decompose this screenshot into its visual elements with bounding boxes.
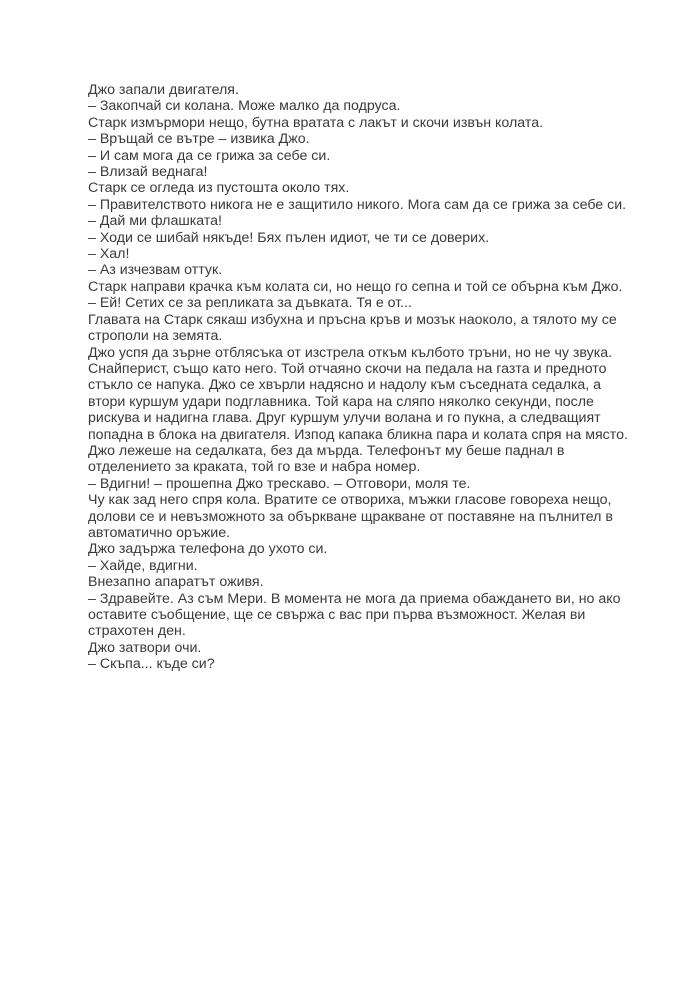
paragraph: – Хайде, вдигни. (88, 557, 198, 574)
paragraph: Старк измърмори нещо, бутна вратата с лакът и скочи извън колата. (88, 114, 544, 131)
paragraph: – Правителството никога не е защитило никого. Мога сам да се грижа за себе си. (88, 196, 627, 213)
paragraph: – Влизай веднага! (88, 164, 208, 181)
paragraph: – И сам мога да се грижа за себе си. (88, 147, 331, 164)
body-text (88, 82, 633, 673)
paragraph: Старк се огледа из пустошта около тях. (88, 180, 350, 197)
paragraph: Джо успя да зърне отблясъка от изстрела откъм кълбото тръни, но не чу звука. Снайперист, също като него. Той отчаяно скочи на педала на газта и предното стъкло се напука. Джо се хвърли надясно и надолу към съседната седалка, а втори куршум удари подглавника. Той кара на сляпо няколко секунди, после рискува и надигна глава. Друг куршум улучи волана и го пукна, а следващият попадна в блока на двигателя. Изпод капака бликна пара и колата спря на място. (88, 344, 628, 443)
paragraph: – Ей! Сетих се за репликата за дъвката. Тя е от... (88, 295, 412, 312)
paragraph: – Дай ми флашката! (88, 213, 222, 230)
paragraph: – Хал! (88, 246, 130, 263)
paragraph: – Скъпа... къде си? (88, 656, 215, 673)
paragraph: Джо задържа телефона до ухото си. (88, 541, 328, 558)
paragraph: Джо лежеше на седалката, без да мърда. Телефонът му беше паднал в отделението за краката, той го взе и набра номер. (88, 442, 565, 476)
paragraph: – Вдигни! – прошепна Джо трескаво. – Отговори, моля те. (88, 475, 471, 492)
paragraph: Старк направи крачка към колата си, но нещо го сепна и той се обърна към Джо. (88, 278, 623, 295)
paragraph: – Закопчай си колана. Може малко да подруса. (88, 98, 401, 115)
paragraph: Чу как зад него спря кола. Вратите се отвориха, мъжки гласове говореха нещо, долови се и невъзможното за объркване щракване от поставяне на пълнител в автоматично оръжие. (88, 492, 613, 541)
paragraph: Главата на Старк сякаш избухна и пръсна кръв и мозък наоколо, а тялото му се строполи на земята. (88, 311, 617, 345)
paragraph: – Връщай се вътре – извика Джо. (88, 131, 310, 148)
paragraph: – Аз изчезвам оттук. (88, 262, 223, 279)
paragraph: Джо затвори очи. (88, 639, 202, 656)
paragraph: Внезапно апаратът оживя. (88, 574, 264, 591)
paragraph: – Здравейте. Аз съм Мери. В момента не мога да приема обаждането ви, но ако оставите съобщение, ще се свържа с вас при първа възможност. Желая ви страхотен ден. (88, 590, 621, 640)
paragraph: Джо запали двигателя. (88, 82, 239, 98)
paragraph: – Ходи се шибай някъде! Бях пълен идиот, че ти се доверих. (88, 229, 490, 246)
